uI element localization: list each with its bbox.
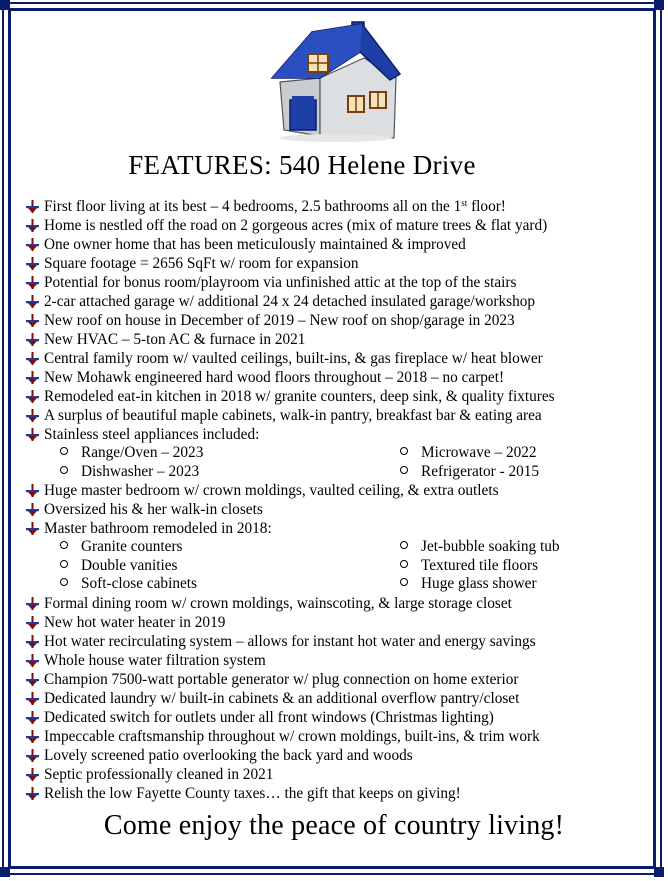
feature-item — [26, 349, 638, 368]
sub-list-item: Granite counters — [60, 538, 183, 557]
down-arrow-icon — [26, 371, 39, 384]
feature-item — [26, 235, 638, 254]
sub-list-item: Textured tile floors — [400, 557, 538, 576]
feature-item — [26, 311, 638, 330]
feature-item — [26, 708, 638, 727]
feature-item — [26, 746, 638, 765]
sub-list-item: Range/Oven – 2023 — [60, 444, 203, 463]
down-arrow-icon — [26, 692, 39, 705]
corner-ornament — [654, 867, 664, 877]
feature-text: Potential for bonus room/playroom via unfinished attic at the top of the stairs — [44, 274, 517, 291]
down-arrow-icon — [26, 503, 39, 516]
feature-item — [26, 632, 638, 651]
down-arrow-icon — [26, 635, 39, 648]
down-arrow-icon — [26, 654, 39, 667]
sub-list-row — [26, 557, 638, 576]
down-arrow-icon — [26, 219, 39, 232]
down-arrow-icon — [26, 730, 39, 743]
down-arrow-icon — [26, 390, 39, 403]
down-arrow-icon — [26, 200, 39, 213]
sub-list-item: Huge glass shower — [400, 575, 537, 594]
down-arrow-icon — [26, 352, 39, 365]
feature-text: Huge master bedroom w/ crown moldings, vaulted ceiling, & extra outlets — [44, 482, 499, 499]
feature-item — [26, 594, 638, 613]
down-arrow-icon — [26, 616, 39, 629]
feature-item — [26, 481, 638, 500]
feature-item — [26, 500, 638, 519]
down-arrow-icon — [26, 314, 39, 327]
feature-item — [26, 651, 638, 670]
page-title: FEATURES: 540 Helene Drive — [128, 150, 476, 180]
sub-list-item: Dishwasher – 2023 — [60, 463, 199, 482]
sub-list-row — [26, 463, 638, 482]
feature-text: New HVAC – 5-ton AC & furnace in 2021 — [44, 331, 306, 348]
feature-item — [26, 765, 638, 784]
feature-list — [26, 197, 638, 803]
circle-icon — [400, 466, 408, 474]
feature-text: Champion 7500-watt portable generator w/ plug connection on home exterior — [44, 670, 519, 688]
feature-item — [26, 670, 638, 689]
down-arrow-icon — [26, 749, 39, 762]
feature-item — [26, 406, 638, 425]
feature-item — [26, 254, 638, 273]
circle-icon — [60, 466, 68, 474]
sub-list-row — [26, 575, 638, 594]
feature-item — [26, 425, 638, 444]
circle-icon — [60, 578, 68, 586]
sub-list-item: Refrigerator - 2015 — [400, 463, 539, 482]
down-arrow-icon — [26, 711, 39, 724]
feature-text: Septic professionally cleaned in 2021 — [44, 765, 274, 783]
feature-item — [26, 784, 638, 803]
feature-text: 2-car attached garage w/ additional 24 x 24 detached insulated garage/workshop — [44, 293, 536, 310]
circle-icon — [60, 447, 68, 455]
feature-text: Dedicated switch for outlets under all front windows (Christmas lighting) — [44, 708, 494, 726]
sub-list-item: Double vanities — [60, 557, 177, 576]
feature-item — [26, 330, 638, 349]
circle-icon — [400, 560, 408, 568]
down-arrow-icon — [26, 428, 39, 441]
feature-text: Remodeled eat-in kitchen in 2018 w/ granite counters, deep sink, & quality fixtures — [44, 388, 555, 405]
circle-icon — [60, 560, 68, 568]
down-arrow-icon — [26, 238, 39, 251]
feature-item — [26, 519, 638, 538]
down-arrow-icon — [26, 409, 39, 422]
feature-text: Dedicated laundry w/ built-in cabinets & an additional overflow pantry/closet — [44, 689, 520, 707]
sub-list-row — [26, 538, 638, 557]
down-arrow-icon — [26, 276, 39, 289]
circle-icon — [400, 447, 408, 455]
feature-text: New roof on house in December of 2019 – New roof on shop/garage in 2023 — [44, 312, 515, 329]
feature-text: Lovely screened patio overlooking the back yard and woods — [44, 746, 413, 764]
feature-text: Central family room w/ vaulted ceilings, built-ins, & gas fireplace w/ heat blower — [44, 350, 543, 367]
circle-icon — [400, 578, 408, 586]
feature-item — [26, 216, 638, 235]
feature-text: Formal dining room w/ crown moldings, wainscoting, & large storage closet — [44, 594, 512, 612]
down-arrow-icon — [26, 295, 39, 308]
feature-text: Home is nestled off the road on 2 gorgeous acres (mix of mature trees & flat yard) — [44, 217, 548, 234]
down-arrow-icon — [26, 787, 39, 800]
down-arrow-icon — [26, 597, 39, 610]
house-icon — [268, 18, 404, 146]
circle-icon — [400, 541, 408, 549]
feature-item — [26, 613, 638, 632]
corner-ornament — [0, 867, 10, 877]
feature-text: New Mohawk engineered hard wood floors throughout – 2018 – no carpet! — [44, 369, 505, 386]
feature-item — [26, 197, 638, 216]
feature-text: Square footage = 2656 SqFt w/ room for expansion — [44, 255, 359, 272]
feature-text: Whole house water filtration system — [44, 651, 266, 669]
corner-ornament — [0, 0, 10, 10]
feature-text: New hot water heater in 2019 — [44, 613, 226, 631]
feature-text: Hot water recirculating system – allows for instant hot water and energy savings — [44, 632, 536, 650]
sub-list-item: Soft-close cabinets — [60, 575, 197, 594]
feature-text: One owner home that has been meticulously maintained & improved — [44, 236, 466, 253]
closing-line: Come enjoy the peace of country living! — [103, 810, 565, 841]
feature-item — [26, 368, 638, 387]
feature-text: A surplus of beautiful maple cabinets, walk-in pantry, breakfast bar & eating area — [44, 407, 542, 424]
feature-item — [26, 727, 638, 746]
down-arrow-icon — [26, 673, 39, 686]
feature-text: First floor living at its best – 4 bedrooms, 2.5 bathrooms all on the 1st floor! — [44, 198, 506, 215]
feature-item — [26, 387, 638, 406]
down-arrow-icon — [26, 768, 39, 781]
down-arrow-icon — [26, 522, 39, 535]
sub-list-item: Microwave – 2022 — [400, 444, 537, 463]
feature-text: Relish the low Fayette County taxes… the gift that keeps on giving! — [44, 784, 461, 802]
feature-text: Master bathroom remodeled in 2018: — [44, 520, 272, 537]
down-arrow-icon — [26, 333, 39, 346]
sub-list-row — [26, 444, 638, 463]
feature-item — [26, 292, 638, 311]
feature-item — [26, 689, 638, 708]
feature-text: Oversized his & her walk-in closets — [44, 501, 263, 518]
down-arrow-icon — [26, 257, 39, 270]
corner-ornament — [654, 0, 664, 10]
circle-icon — [60, 541, 68, 549]
feature-item — [26, 273, 638, 292]
down-arrow-icon — [26, 484, 39, 497]
feature-text: Stainless steel appliances included: — [44, 426, 260, 443]
sub-list-item: Jet-bubble soaking tub — [400, 538, 560, 557]
feature-text: Impeccable craftsmanship throughout w/ crown moldings, built-ins, & trim work — [44, 727, 540, 745]
